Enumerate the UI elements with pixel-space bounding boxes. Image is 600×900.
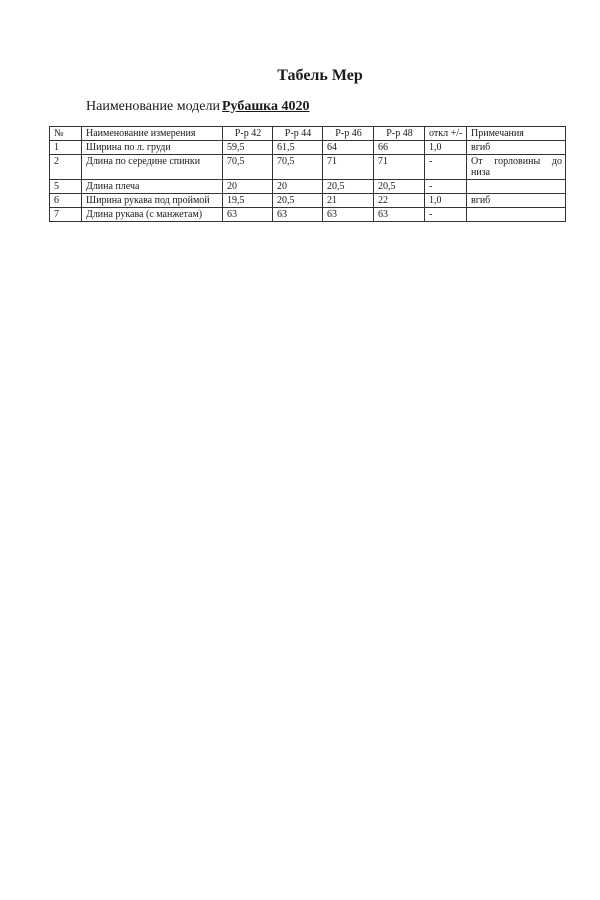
row-size-44: 20 (273, 180, 323, 194)
row-size-48: 71 (374, 155, 425, 180)
header-name: Наименование измерения (82, 127, 223, 141)
row-size-48: 20,5 (374, 180, 425, 194)
model-name: Рубашка 4020 (222, 99, 310, 114)
row-num: 6 (50, 194, 82, 208)
row-tolerance: - (425, 208, 467, 222)
row-size-44: 20,5 (273, 194, 323, 208)
row-size-46: 21 (323, 194, 374, 208)
header-size-42: Р-р 42 (223, 127, 273, 141)
model-label: Наименование модели (86, 99, 220, 114)
table-row (50, 180, 566, 194)
measurements-table (49, 126, 566, 222)
header-size-44: Р-р 44 (273, 127, 323, 141)
table-row (50, 141, 566, 155)
table-header-row (50, 127, 566, 141)
row-name: Длина плеча (82, 180, 223, 194)
row-num: 1 (50, 141, 82, 155)
row-size-46: 64 (323, 141, 374, 155)
row-size-44: 70,5 (273, 155, 323, 180)
row-tolerance: - (425, 180, 467, 194)
row-num: 2 (50, 155, 82, 180)
row-size-48: 63 (374, 208, 425, 222)
row-size-48: 66 (374, 141, 425, 155)
row-name: Длина по середине спинки (82, 155, 223, 180)
row-tolerance: - (425, 155, 467, 180)
header-notes: Примечания (467, 127, 566, 141)
row-size-44: 63 (273, 208, 323, 222)
row-size-42: 20 (223, 180, 273, 194)
row-size-42: 59,5 (223, 141, 273, 155)
row-size-42: 19,5 (223, 194, 273, 208)
row-name: Ширина рукава под проймой (82, 194, 223, 208)
row-tolerance: 1,0 (425, 194, 467, 208)
row-size-42: 70,5 (223, 155, 273, 180)
row-size-46: 63 (323, 208, 374, 222)
table-row (50, 155, 566, 180)
row-size-46: 71 (323, 155, 374, 180)
header-num: № (50, 127, 82, 141)
row-name: Длина рукава (с манжетам) (82, 208, 223, 222)
header-tolerance: откл +/- (425, 127, 467, 141)
row-name: Ширина по л. груди (82, 141, 223, 155)
header-size-48: Р-р 48 (374, 127, 425, 141)
row-size-48: 22 (374, 194, 425, 208)
row-note-text: От горловины до низа (471, 156, 562, 178)
row-note: вгиб (467, 141, 566, 155)
table-row (50, 194, 566, 208)
row-num: 7 (50, 208, 82, 222)
row-note (467, 180, 566, 194)
row-num: 5 (50, 180, 82, 194)
document-title: Табель Мер (277, 67, 363, 84)
row-note: вгиб (467, 194, 566, 208)
row-size-44: 61,5 (273, 141, 323, 155)
row-note (467, 208, 566, 222)
row-size-42: 63 (223, 208, 273, 222)
header-size-46: Р-р 46 (323, 127, 374, 141)
row-size-46: 20,5 (323, 180, 374, 194)
row-tolerance: 1,0 (425, 141, 467, 155)
row-note (467, 155, 566, 180)
table-row (50, 208, 566, 222)
model-line (86, 99, 310, 115)
